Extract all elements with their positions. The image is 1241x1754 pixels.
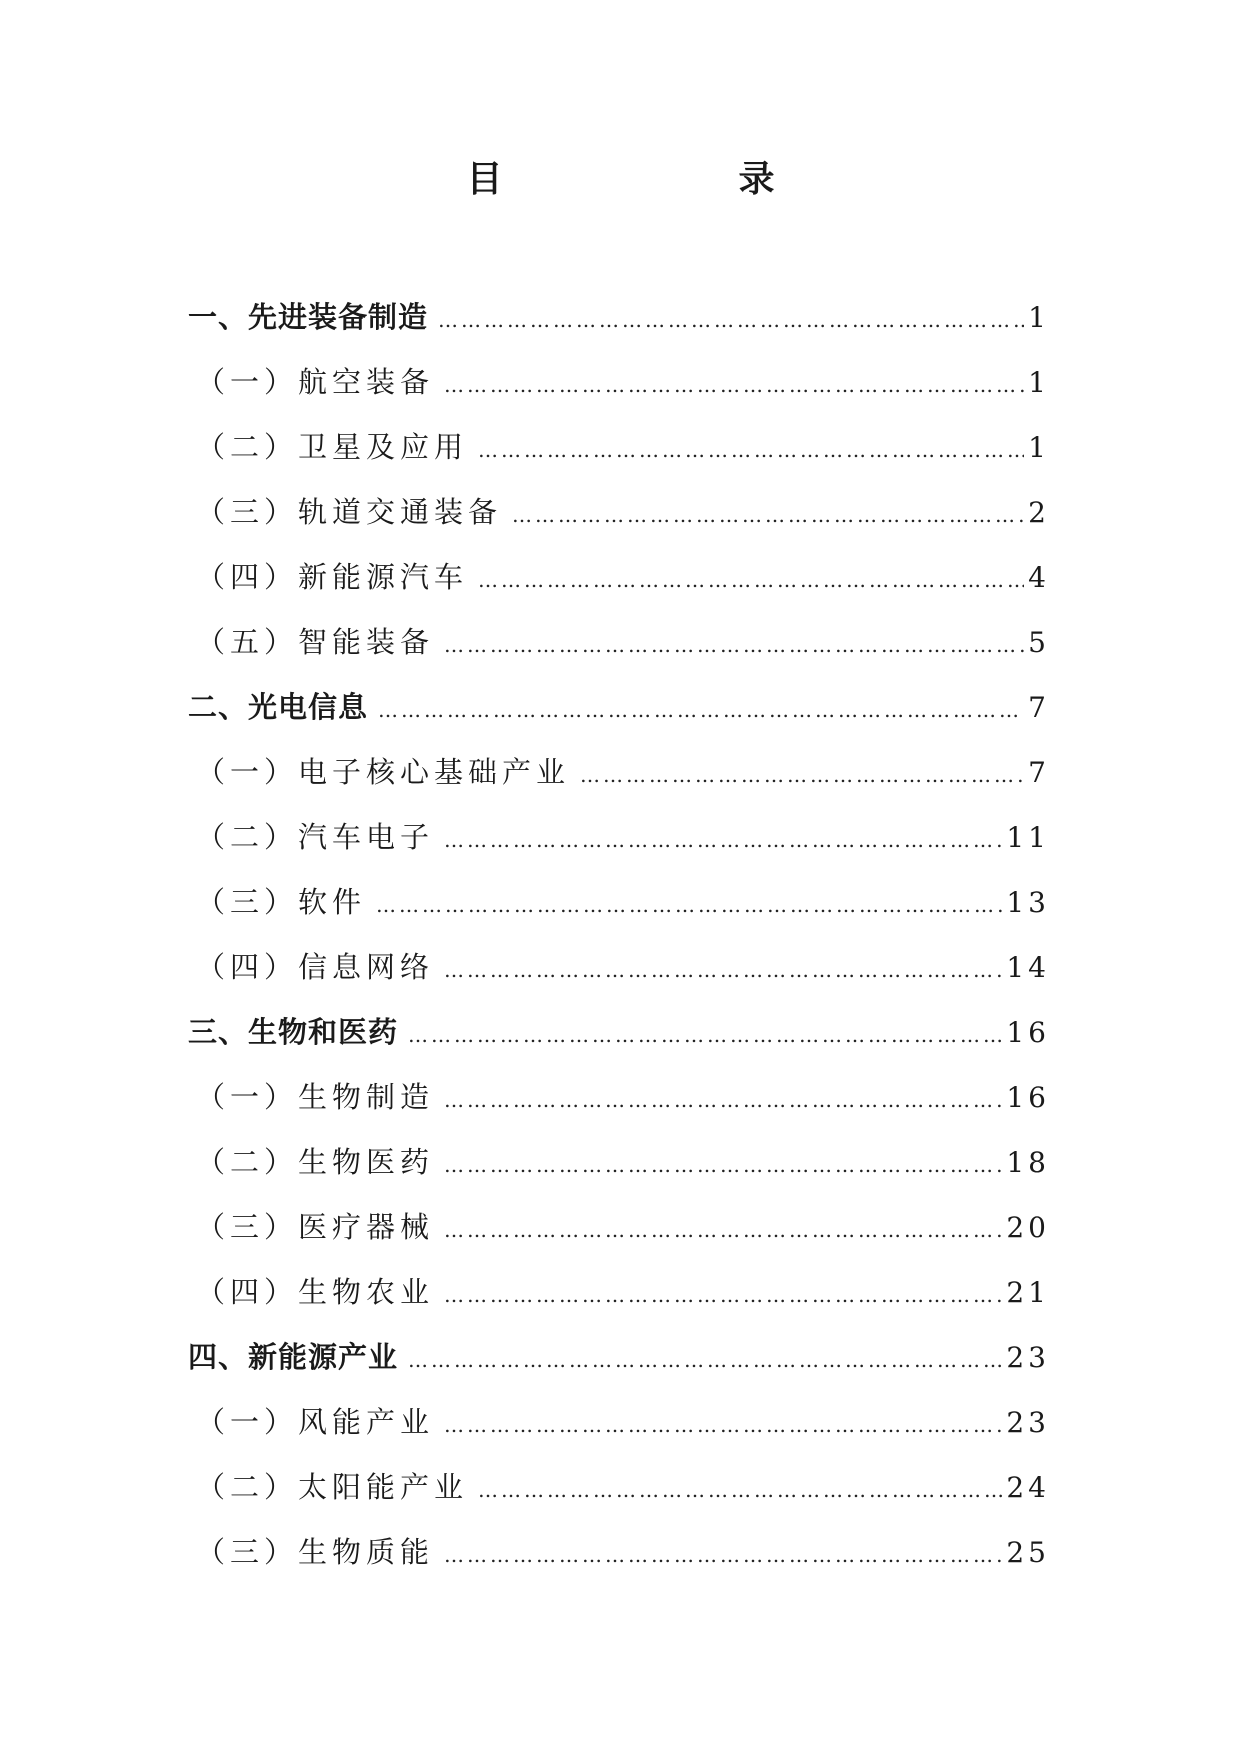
toc-entry[interactable] [188, 1000, 1050, 1065]
toc-entry-label: （三）医疗器械 [196, 1210, 435, 1244]
toc-entry[interactable] [188, 870, 1050, 935]
toc-entry[interactable] [188, 480, 1050, 545]
toc-entry-page: 2 [1028, 496, 1050, 529]
toc-entry-label: （一）电子核心基础产业 [196, 755, 571, 789]
toc-dot-leader [444, 613, 1024, 675]
toc-entry[interactable] [188, 285, 1050, 350]
toc-entry-label: 一、先进装备制造 [188, 300, 429, 334]
toc-entry-page: 23 [1006, 1406, 1050, 1439]
toc-entry[interactable] [188, 740, 1050, 805]
toc-entry-page: 16 [1006, 1081, 1050, 1114]
toc-dot-leader [376, 873, 1002, 935]
toc-entry-page: 16 [1006, 1016, 1050, 1049]
toc-entry-page: 13 [1006, 886, 1050, 919]
toc-dot-leader [444, 1133, 1002, 1195]
toc-entry[interactable] [188, 1520, 1050, 1585]
toc-dot-leader [444, 1523, 1002, 1585]
toc-entry-label: （二）生物医药 [196, 1145, 435, 1179]
toc-entry-page: 1 [1028, 431, 1050, 464]
page-title: 目 录 [466, 159, 875, 200]
toc-dot-leader [378, 678, 1024, 740]
toc-entry[interactable] [188, 1455, 1050, 1520]
toc-dot-leader [478, 418, 1024, 480]
toc-entry-page: 23 [1006, 1341, 1050, 1374]
toc-entry-label: （三）轨道交通装备 [196, 495, 503, 529]
toc-entry[interactable] [188, 415, 1050, 480]
toc-entry-page: 25 [1006, 1536, 1050, 1569]
toc-entry[interactable] [188, 1260, 1050, 1325]
toc-dot-leader [444, 808, 1002, 870]
toc-dot-leader [444, 1198, 1002, 1260]
table-of-contents [188, 285, 1050, 1585]
toc-entry-label: （五）智能装备 [196, 625, 435, 659]
toc-entry[interactable] [188, 1195, 1050, 1260]
toc-entry-label: （四）信息网络 [196, 950, 435, 984]
toc-entry-label: （一）生物制造 [196, 1080, 435, 1114]
toc-entry-page: 5 [1028, 626, 1050, 659]
toc-dot-leader [438, 288, 1024, 350]
toc-entry-page: 18 [1006, 1146, 1050, 1179]
toc-entry-label: （一）风能产业 [196, 1405, 435, 1439]
toc-dot-leader [408, 1003, 1002, 1065]
toc-entry-label: （四）新能源汽车 [196, 560, 469, 594]
toc-entry-label: 三、生物和医药 [188, 1015, 399, 1049]
toc-entry-label: （三）软件 [196, 885, 367, 919]
toc-entry-label: 四、新能源产业 [188, 1340, 399, 1374]
toc-entry[interactable] [188, 805, 1050, 870]
toc-entry-page: 7 [1028, 756, 1050, 789]
toc-entry-label: （二）太阳能产业 [196, 1470, 469, 1504]
toc-entry[interactable] [188, 610, 1050, 675]
toc-dot-leader [408, 1328, 1002, 1390]
toc-entry-label: （三）生物质能 [196, 1535, 435, 1569]
toc-dot-leader [444, 938, 1002, 1000]
toc-dot-leader [512, 483, 1024, 545]
toc-entry-page: 7 [1028, 691, 1050, 724]
toc-dot-leader [478, 1458, 1002, 1520]
toc-dot-leader [478, 548, 1024, 610]
toc-entry-label: （一）航空装备 [196, 365, 435, 399]
toc-entry-label: （四）生物农业 [196, 1275, 435, 1309]
toc-entry[interactable] [188, 350, 1050, 415]
toc-entry[interactable] [188, 935, 1050, 1000]
toc-dot-leader [580, 743, 1024, 805]
toc-entry-label: （二）卫星及应用 [196, 430, 469, 464]
toc-entry-label: 二、光电信息 [188, 690, 369, 724]
toc-dot-leader [444, 1263, 1002, 1325]
toc-entry[interactable] [188, 1065, 1050, 1130]
toc-entry-page: 4 [1028, 561, 1050, 594]
toc-entry-page: 1 [1028, 301, 1050, 334]
toc-entry[interactable] [188, 1130, 1050, 1195]
toc-entry[interactable] [188, 675, 1050, 740]
toc-entry[interactable] [188, 1390, 1050, 1455]
toc-dot-leader [444, 1393, 1002, 1455]
toc-entry-page: 24 [1006, 1471, 1050, 1504]
toc-entry-label: （二）汽车电子 [196, 820, 435, 854]
toc-entry-page: 1 [1028, 366, 1050, 399]
toc-entry-page: 14 [1006, 951, 1050, 984]
toc-dot-leader [444, 353, 1024, 415]
toc-entry[interactable] [188, 545, 1050, 610]
toc-entry[interactable] [188, 1325, 1050, 1390]
toc-entry-page: 20 [1006, 1211, 1050, 1244]
toc-dot-leader [444, 1068, 1002, 1130]
toc-entry-page: 21 [1006, 1276, 1050, 1309]
toc-entry-page: 11 [1006, 821, 1050, 854]
